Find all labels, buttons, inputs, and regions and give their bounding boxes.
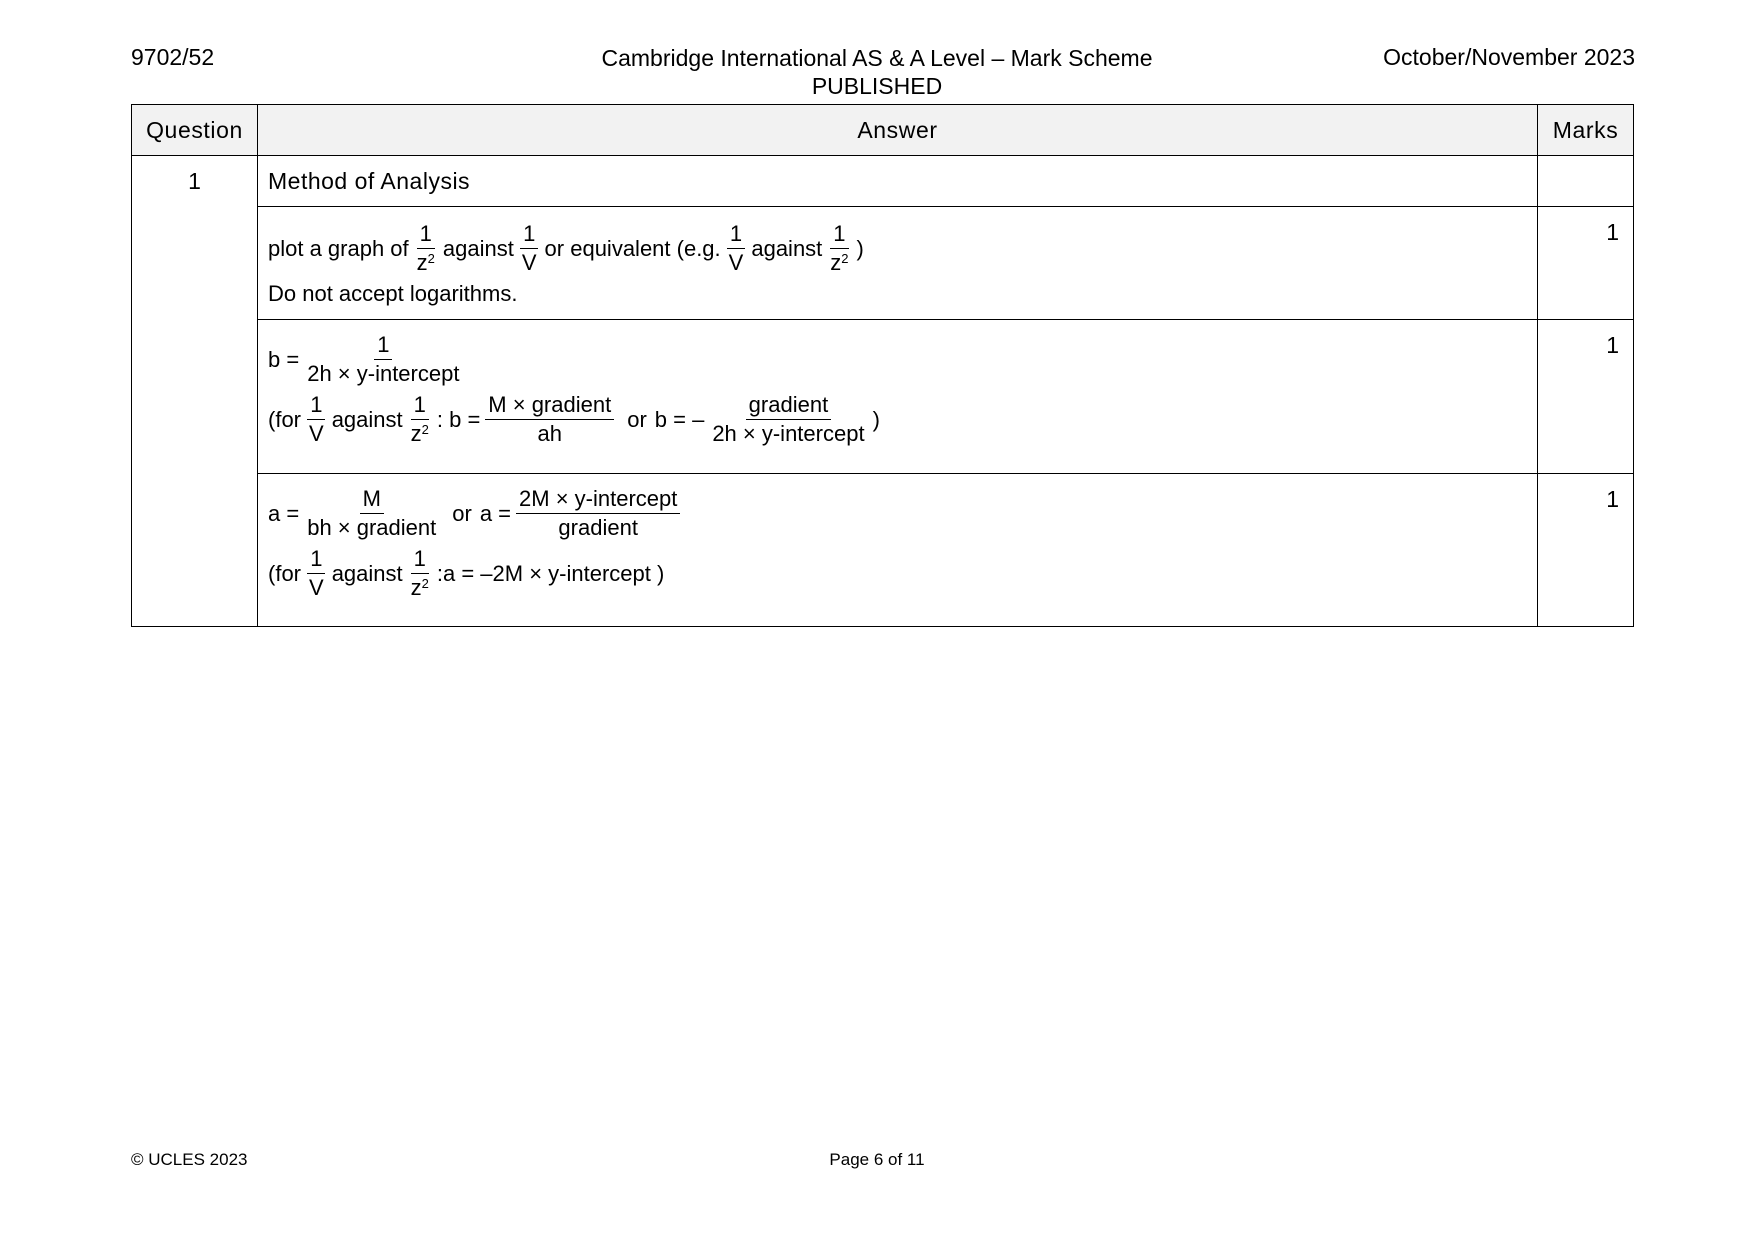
answer-text: plot a graph of xyxy=(268,235,409,261)
answer-line xyxy=(268,221,1527,277)
answer-text: or xyxy=(452,500,472,526)
answer-text: (for xyxy=(268,560,301,586)
table-row xyxy=(132,156,1634,207)
answer-text: against xyxy=(331,406,403,432)
fraction xyxy=(726,221,747,277)
fraction-numerator: 2M × y-intercept xyxy=(516,486,680,514)
fraction xyxy=(827,221,851,277)
mark-scheme-table xyxy=(131,104,1634,627)
fraction-numerator: 1 xyxy=(830,221,848,249)
marks-cell-empty xyxy=(1538,156,1634,207)
copyright-notice: © UCLES 2023 xyxy=(131,1150,248,1169)
table-header-row xyxy=(132,105,1634,156)
answer-line xyxy=(268,486,1527,542)
equation-lhs: a = xyxy=(479,500,512,526)
fraction xyxy=(516,486,680,542)
fraction-numerator: 1 xyxy=(307,392,325,420)
column-header-answer: Answer xyxy=(258,105,1538,156)
document-title: Cambridge International AS & A Level – Mark Scheme xyxy=(601,45,1153,71)
equation-lhs: a = xyxy=(268,500,300,526)
fraction-denominator: 2h × y-intercept xyxy=(712,421,865,447)
answer-text: b = – xyxy=(654,406,705,432)
fraction-numerator: M × gradient xyxy=(485,392,614,420)
denominator-text: z xyxy=(830,250,842,276)
denominator-text: z xyxy=(410,575,422,601)
fraction-denominator: V xyxy=(728,250,744,276)
fraction-denominator xyxy=(408,420,432,447)
fraction-numerator: gradient xyxy=(746,392,832,420)
section-title: Method of Analysis xyxy=(258,156,1538,207)
answer-line xyxy=(268,332,1527,388)
fraction-denominator: V xyxy=(309,575,324,601)
fraction-numerator: M xyxy=(360,486,384,514)
fraction xyxy=(709,392,867,448)
answer-text: ) xyxy=(872,406,880,432)
answer-text: ) xyxy=(856,235,864,261)
fraction xyxy=(408,392,432,448)
fraction xyxy=(306,546,327,602)
marks-cell: 1 xyxy=(1538,207,1634,320)
fraction xyxy=(304,486,439,542)
exponent: 2 xyxy=(841,251,849,267)
answer-text: :a = –2M × y-intercept ) xyxy=(436,560,665,586)
fraction xyxy=(414,221,438,277)
page-number: Page 6 of 11 xyxy=(829,1150,925,1169)
document-status: PUBLISHED xyxy=(811,73,943,99)
fraction xyxy=(408,546,432,602)
fraction-denominator: bh × gradient xyxy=(307,515,437,541)
denominator-text: z xyxy=(416,250,428,276)
table-row xyxy=(132,320,1634,474)
fraction-denominator: 2h × y-intercept xyxy=(307,361,460,387)
fraction-denominator: V xyxy=(521,250,537,276)
answer-line xyxy=(268,546,1527,602)
column-header-marks: Marks xyxy=(1538,105,1634,156)
answer-text: (for xyxy=(268,406,301,432)
fraction xyxy=(306,392,327,448)
fraction xyxy=(304,332,462,388)
equation-lhs: b = xyxy=(268,346,300,372)
table-row xyxy=(132,474,1634,627)
fraction-denominator xyxy=(414,249,438,276)
answer-text: : b = xyxy=(436,406,481,432)
paper-code: 9702/52 xyxy=(131,44,215,70)
fraction-numerator: 1 xyxy=(411,546,429,574)
table-row xyxy=(132,207,1634,320)
answer-text: against xyxy=(442,235,514,261)
fraction-numerator: 1 xyxy=(374,332,392,360)
question-number: 1 xyxy=(132,156,258,627)
fraction-denominator: gradient xyxy=(558,515,638,541)
fraction-numerator: 1 xyxy=(520,221,538,249)
answer-cell xyxy=(258,474,1538,627)
exponent: 2 xyxy=(421,576,429,592)
answer-text: Do not accept logarithms. xyxy=(268,280,518,306)
exponent: 2 xyxy=(421,422,429,438)
fraction-numerator: 1 xyxy=(727,221,745,249)
fraction-denominator xyxy=(408,574,432,601)
fraction xyxy=(485,392,614,448)
fraction-denominator: V xyxy=(309,421,324,447)
answer-line xyxy=(268,392,1527,448)
denominator-text: z xyxy=(410,421,422,447)
answer-cell xyxy=(258,207,1538,320)
fraction xyxy=(519,221,540,277)
answer-cell xyxy=(258,320,1538,474)
fraction-numerator: 1 xyxy=(307,546,325,574)
column-header-question: Question xyxy=(132,105,258,156)
marks-cell: 1 xyxy=(1538,474,1634,627)
answer-text: against xyxy=(331,560,403,586)
fraction-numerator: 1 xyxy=(411,392,429,420)
answer-line xyxy=(268,281,1527,307)
answer-text: or equivalent (e.g. xyxy=(544,235,721,261)
answer-text: against xyxy=(751,235,823,261)
answer-text: or xyxy=(627,406,647,432)
fraction-numerator: 1 xyxy=(417,221,435,249)
exponent: 2 xyxy=(427,251,435,267)
exam-session: October/November 2023 xyxy=(1383,44,1635,70)
fraction-denominator xyxy=(827,249,851,276)
marks-cell: 1 xyxy=(1538,320,1634,474)
fraction-denominator: ah xyxy=(537,421,562,447)
